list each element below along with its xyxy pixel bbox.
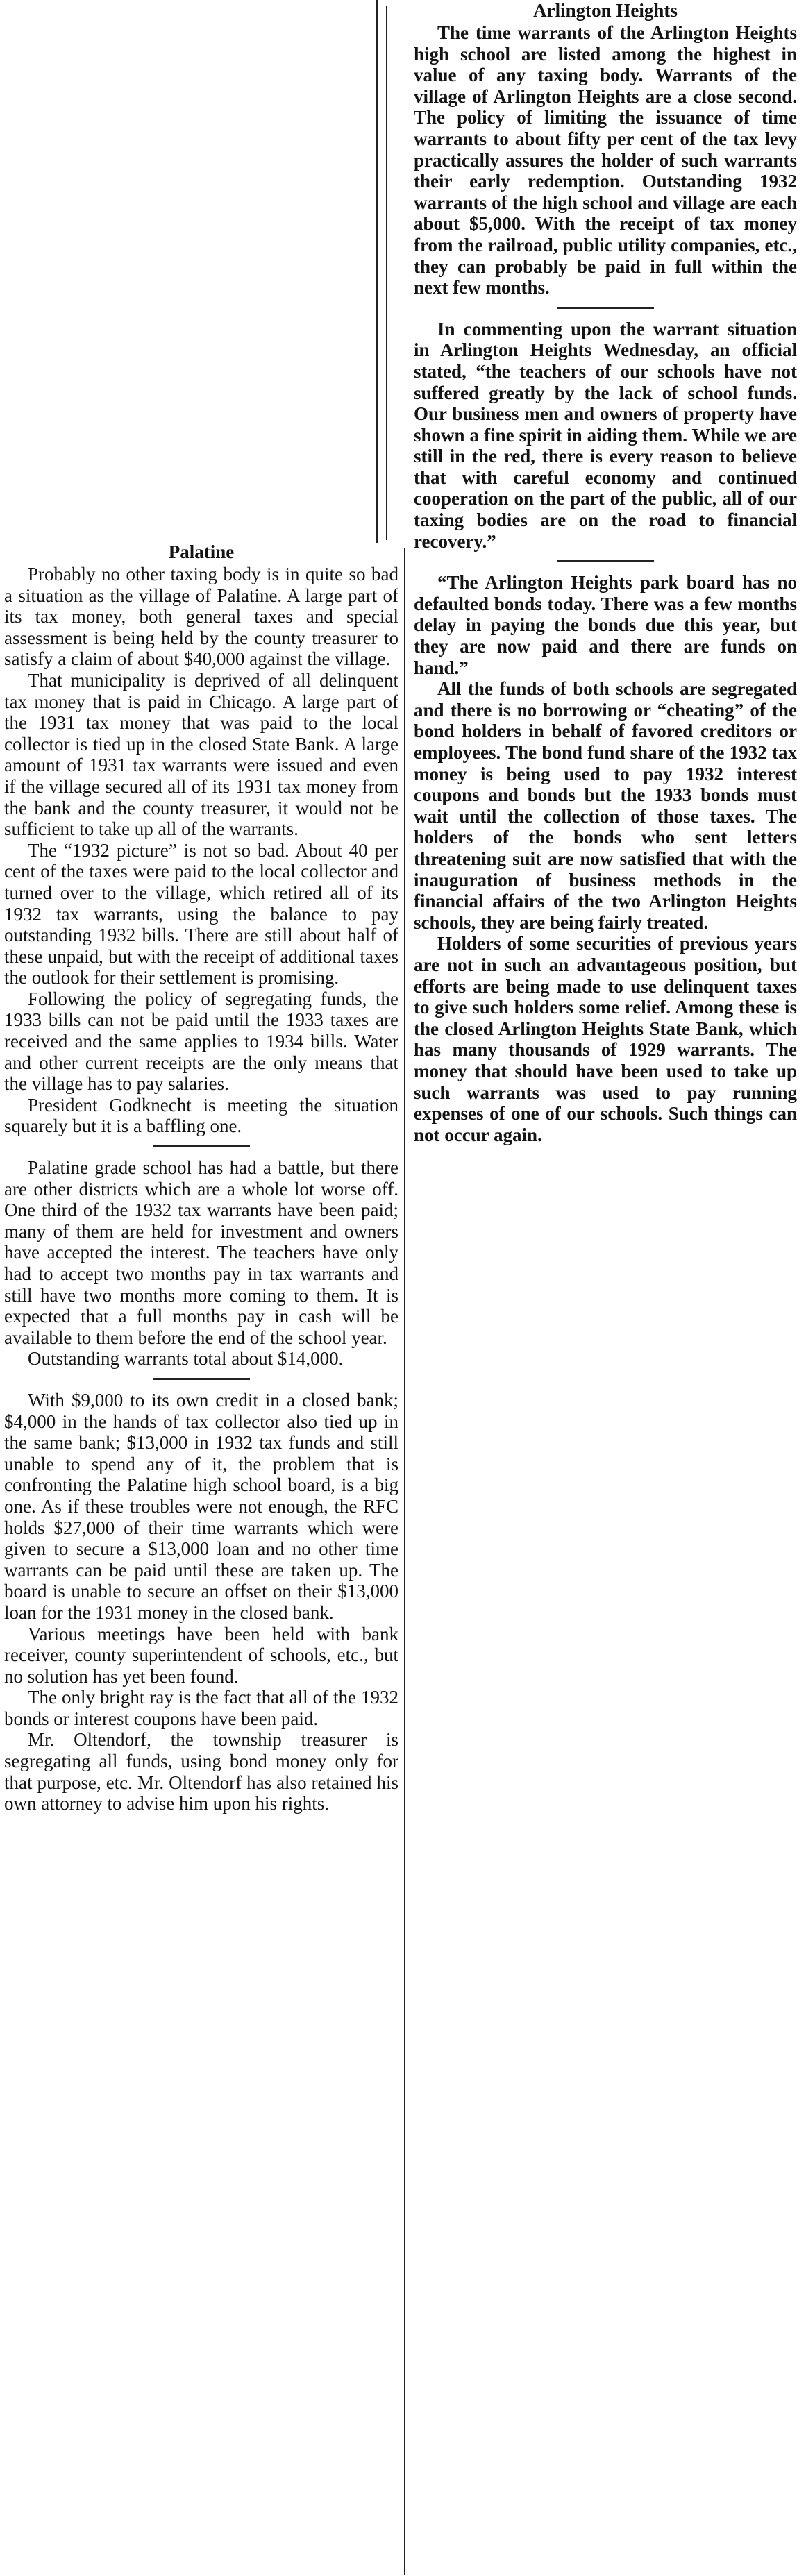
column-rule-left-inner xyxy=(386,6,387,540)
paragraph: Outstanding warrants total about $14,000. xyxy=(28,1348,344,1370)
article-block-2 xyxy=(4,1157,398,1370)
article-arlington-heights xyxy=(414,0,797,1145)
section-divider xyxy=(153,1378,250,1380)
column-rule-middle xyxy=(404,548,405,2575)
paragraph: All the funds of both schools are segregated and there is no borrowing or “cheating” of the bond holders in behalf of favored creditors or employees. The bond fund share of the 1932 tax money is being used to pay 1932 interest coupons and bonds but the 1933 bonds must wait until the collection of those taxes. The holders of the bonds who sent letters threatening suit are now satisfied that with the inauguration of business methods in the financial affairs of the two Arlington Heights schools, they are being fairly treated. xyxy=(414,678,797,933)
article-block-2 xyxy=(414,319,797,553)
paragraph: In commenting upon the warrant situation in Arlington Heights Wednesday, an official stated, “the teachers of our schools have not suffered greatly by the lack of school funds. Our business men and owners of property have shown a fine spirit in aiding them. While we are still in the red, there is every reason to believe that with careful economy and continued cooperation on the part of the public, all of our taxing bodies are on the road to financial recovery.” xyxy=(414,318,797,552)
paragraph: Following the policy of segregating funds, the 1933 bills can not be paid until the 1933 taxes are received and the same applies to 1934 bills. Water and other current receipts are the only means that the village has to pay salaries. xyxy=(4,988,398,1095)
paragraph: President Godknecht is meeting the situation squarely but it is a baffling one. xyxy=(4,1094,398,1137)
article-block-1 xyxy=(414,22,797,298)
article-block-3 xyxy=(4,1390,398,1815)
section-divider xyxy=(153,1145,250,1147)
paragraph: Mr. Oltendorf, the township treasurer is segregating all funds, using bond money only for that purpose, etc. Mr. Oltendorf has also retained his own attorney to advise him upon his rights. xyxy=(4,1729,398,1815)
paragraph: Probably no other taxing body is in quite so bad a situation as the village of Palatine. A large part of its tax money, both general taxes and special assessment is being held by the county treasurer to satisfy a claim of about $40,000 against the village. xyxy=(4,564,398,670)
article-block-3 xyxy=(414,572,797,1145)
paragraph: Various meetings have been held with bank receiver, county superintendent of schools, etc., but no solution has yet been found. xyxy=(4,1623,398,1687)
paragraph: The time warrants of the Arlington Heights high school are listed among the highest in value of any taxing body. Warrants of the village of Arlington Heights are a close second. The policy of limiting the issuance of time warrants to about fifty per cent of the tax levy practically assures the holder of such warrants their early redemption. Outstanding 1932 warrants of the high school and village are each about $5,000. With the receipt of tax money from the railroad, public utility companies, etc., they can probably be paid in full within the next few months. xyxy=(414,22,797,298)
column-rule-top xyxy=(376,0,378,543)
paragraph: The “1932 picture” is not so bad. About 40 per cent of the taxes were paid to the local collector and turned over to the village, which retired all of its 1932 tax warrants, using the balance to pay outstanding 1932 bills. There are still about half of these unpaid, but with the receipt of additional taxes the outlook for their settlement is promising. xyxy=(4,839,398,988)
section-divider xyxy=(557,560,654,562)
headline-arlington-heights: Arlington Heights xyxy=(533,0,678,21)
article-block-1 xyxy=(4,564,398,1137)
headline-palatine: Palatine xyxy=(168,541,235,562)
article-palatine xyxy=(4,541,398,1815)
paragraph: With $9,000 to its own credit in a closed bank; $4,000 in the hands of tax collector also tied up in the same bank; $13,000 in 1932 tax funds and still unable to spend any of it, the problem that is confronting the Palatine high school board, is a big one. As if these troubles were not enough, the RFC holds $27,000 of their time warrants which were given to secure a $13,000 loan and no other time warrants can be paid until these are taken up. The board is unable to secure an offset on their $13,000 loan for the 1931 money in the closed bank. xyxy=(4,1389,398,1623)
paragraph: That municipality is deprived of all delinquent tax money that is paid in Chicago. A large part of the 1931 tax money that was paid to the local collector is tied up in the closed State Bank. A large amount of 1931 tax warrants were issued and even if the village secured all of its 1931 tax money from the bank and the county treasurer, it would not be sufficient to take up all of the warrants. xyxy=(4,669,398,840)
paragraph: “The Arlington Heights park board has no defaulted bonds today. There was a few months delay in paying the bonds due this year, but they are now paid and there are funds on hand.” xyxy=(414,572,797,678)
paragraph: Palatine grade school has had a battle, but there are other districts which are a whole lot worse off. One third of the 1932 tax warrants have been paid; many of them are held for investment and owners have accepted the interest. The teachers have only had to accept two months pay in tax warrants and still have two months more coming to them. It is expected that a full months pay in cash will be available to them before the end of the school year. xyxy=(4,1157,398,1348)
section-divider xyxy=(557,307,654,309)
paragraph: The only bright ray is the fact that all of the 1932 bonds or interest coupons have been paid. xyxy=(4,1687,398,1729)
paragraph: Holders of some securities of previous years are not in such an advantageous position, but efforts are being made to use delinquent taxes to give such holders some relief. Among these is the closed Arlington Heights State Bank, which has many thousands of 1929 warrants. The money that should have been used to take up such warrants was used to pay running expenses of one of our schools. Such things can not occur again. xyxy=(414,933,797,1145)
